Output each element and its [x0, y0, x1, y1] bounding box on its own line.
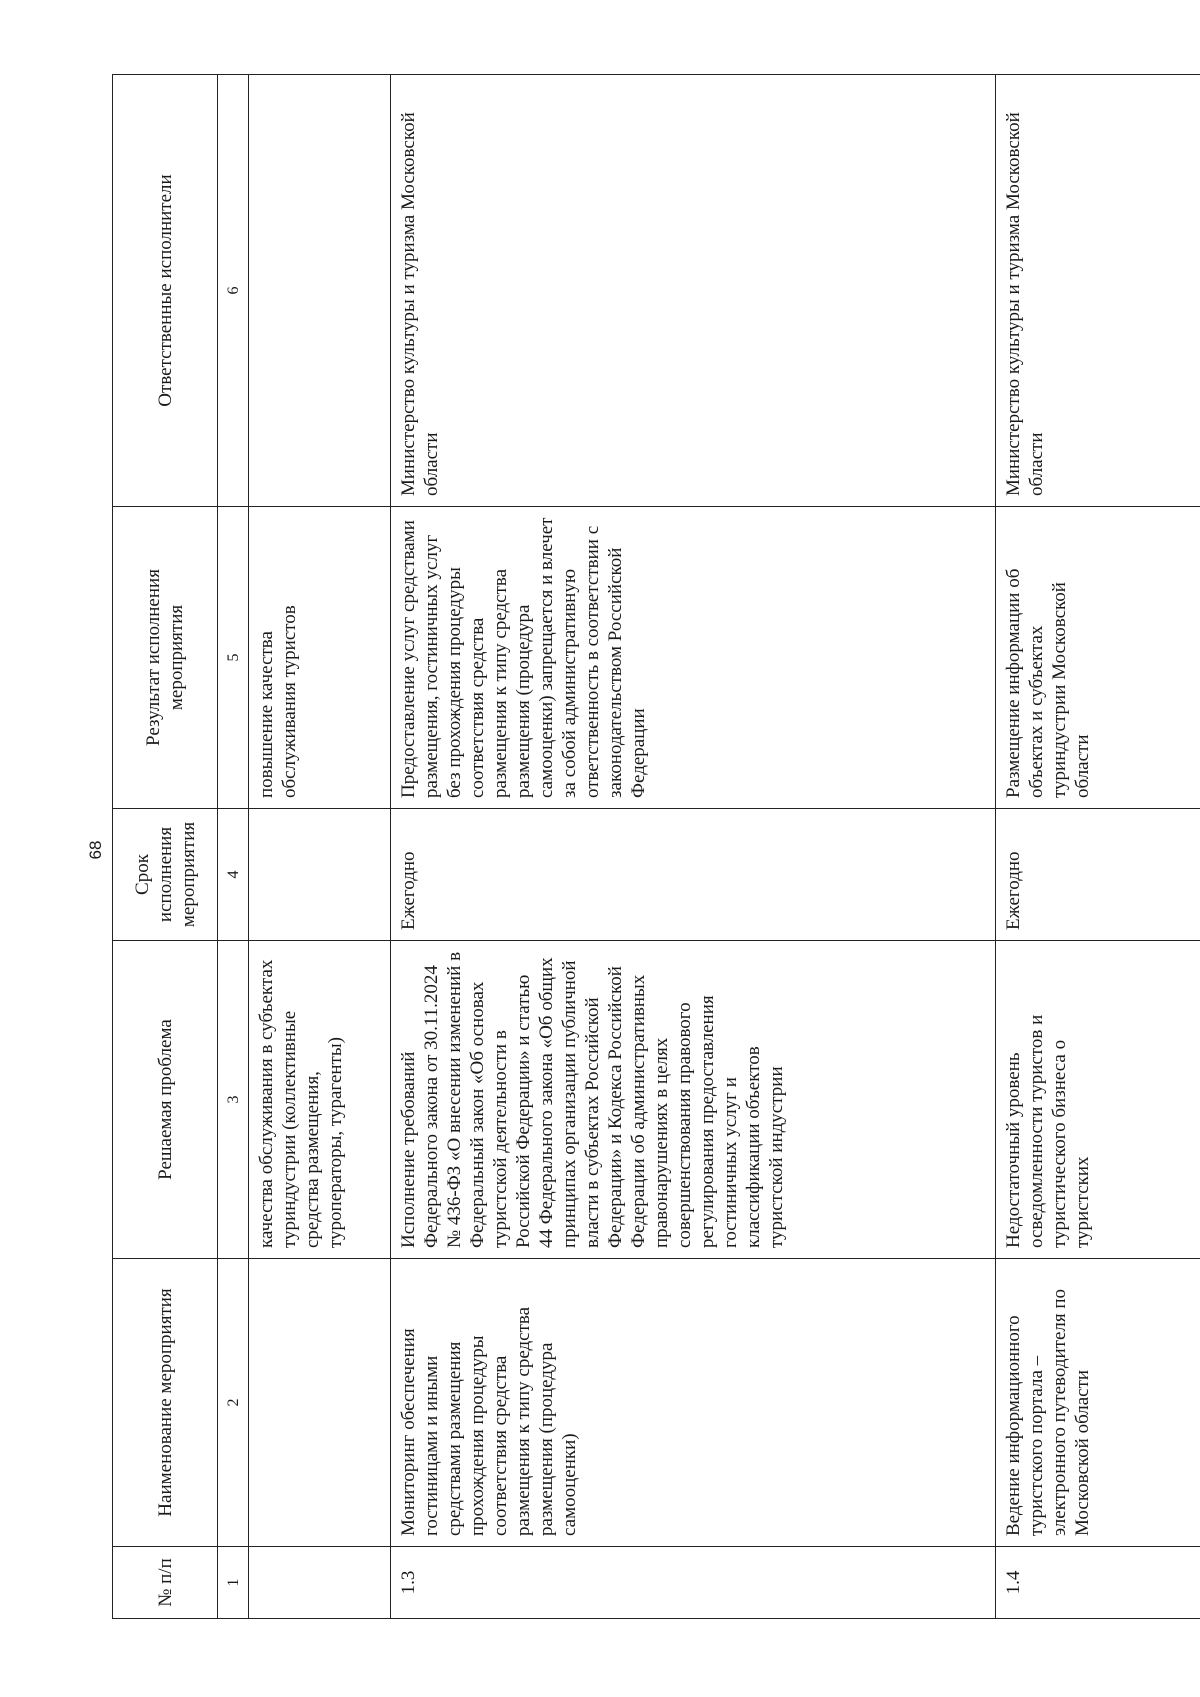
- responsible-text: [249, 75, 391, 507]
- column-index: 2: [218, 1259, 249, 1547]
- column-index: 3: [218, 941, 249, 1259]
- header-measure-name: Наименование мероприятия: [113, 1259, 218, 1547]
- table-header-row: [113, 75, 218, 1619]
- column-index-row: [218, 75, 249, 1619]
- measure-name: Мониторинг обеспечения гостиницами и иными средствами размещения прохождения процедуры соответствия средства размещения к типу средства размещения (процедура самооценки): [391, 1259, 996, 1547]
- column-index: 4: [218, 809, 249, 941]
- problem-text: качества обслуживания в субъектах туриндустрии (коллективные средства размещения, туроператоры, турагенты): [249, 941, 391, 1259]
- header-responsible: Ответственные исполнители: [113, 75, 218, 507]
- table-row: [249, 75, 391, 1619]
- measures-table: [112, 74, 1200, 1619]
- column-index: 6: [218, 75, 249, 507]
- column-index: 1: [218, 1547, 249, 1619]
- problem-text: Недостаточный уровень осведомленности туристов и туристического бизнеса о туристских: [996, 941, 1200, 1259]
- row-number: 1.4: [996, 1547, 1200, 1619]
- problem-text: Исполнение требований Федерального закона от 30.11.2024 № 436-ФЗ «О внесении изменений в Федеральный закон «Об основах туристской деятельности в Российской Федерации» и статью 44 Федерального закона «Об общих принципах организации публичной власти в субъектах Российской Федерации» и Кодекса Российской Федерации об административных правонарушениях в целях совершенствования правового регулирования предоставления гостиничных услуг и классификации объектов туристской индустрии: [391, 941, 996, 1259]
- responsible-text: Министерство культуры и туризма Московской области: [391, 75, 996, 507]
- table-row: [996, 75, 1200, 1619]
- result-text: Предоставление услуг средствами размещения, гостиничных услуг без прохождения процедуры соответствия средства размещения к типу средства размещения (процедура самооценки) запрещается и влечет за собой административную ответственность в соответствии с законодательством Российской Федерации: [391, 507, 996, 809]
- result-text: повышение качества обслуживания туристов: [249, 507, 391, 809]
- page-number: 68: [86, 840, 105, 860]
- header-term: Срок исполнения мероприятия: [113, 809, 218, 941]
- responsible-text: Министерство культуры и туризма Московской области: [996, 75, 1200, 507]
- measure-name: [249, 1259, 391, 1547]
- column-index: 5: [218, 507, 249, 809]
- table-row: [391, 75, 996, 1619]
- header-number: № п/п: [113, 1547, 218, 1619]
- rotated-table-container: [112, 75, 1200, 1619]
- term-text: [249, 809, 391, 941]
- header-result: Результат исполнения мероприятия: [113, 507, 218, 809]
- row-number: 1.3: [391, 1547, 996, 1619]
- header-problem: Решаемая проблема: [113, 941, 218, 1259]
- row-number: [249, 1547, 391, 1619]
- term-text: Ежегодно: [996, 809, 1200, 941]
- measure-name: Ведение информационного туристского портала – электронного путеводителя по Московской области: [996, 1259, 1200, 1547]
- term-text: Ежегодно: [391, 809, 996, 941]
- result-text: Размещение информации об объектах и субъектах туриндустрии Московской области: [996, 507, 1200, 809]
